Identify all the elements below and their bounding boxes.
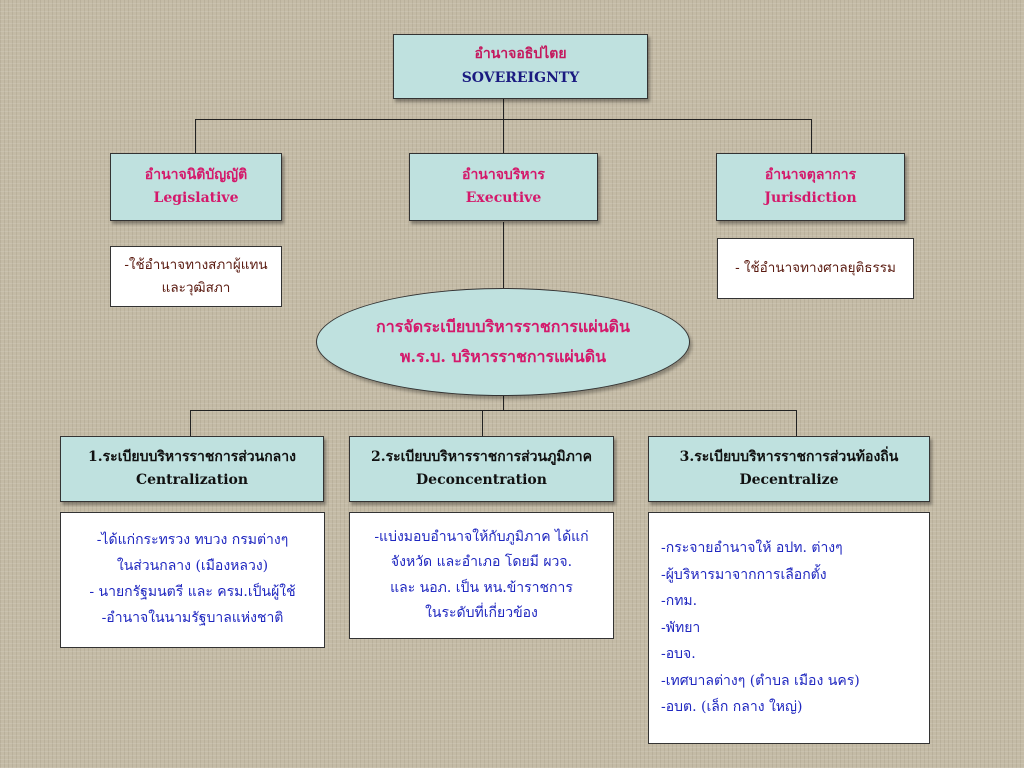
connector-ellipse-down — [503, 395, 504, 411]
connector-local-drop — [796, 410, 797, 437]
regional-thai: 2.ระเบียบบริหารราชการส่วนภูมิภาค — [370, 448, 593, 465]
local-details — [648, 512, 930, 744]
jurisdiction-thai: อำนาจตุลาการ — [764, 166, 857, 183]
jurisdiction-box — [716, 153, 905, 221]
connector-regional-drop — [482, 410, 483, 437]
executive-box — [409, 153, 598, 221]
regional-details — [349, 512, 614, 639]
connector-sovereignty-down — [503, 98, 504, 120]
sovereignty-box — [393, 34, 648, 99]
connector-executive-to-ellipse — [503, 222, 504, 289]
administration-line2: พ.ร.บ. บริหารราชการแผ่นดิน — [399, 347, 607, 366]
legislative-note — [110, 246, 282, 307]
local-english: Decentralize — [739, 472, 839, 488]
regional-english: Deconcentration — [416, 472, 547, 488]
connector-central-drop — [190, 410, 191, 437]
regional-box — [349, 436, 614, 502]
connector-jurisdiction-drop — [811, 119, 812, 154]
list-item: -อบต. (เล็ก กลาง ใหญ่) — [661, 699, 803, 716]
list-item: จังหวัด และอำเภอ โดยมี ผวจ. — [390, 554, 573, 571]
administration-ellipse — [316, 288, 690, 396]
legislative-note-line: -ใช้อำนาจทางสภาผู้แทน — [124, 257, 268, 274]
connector-executive-drop — [503, 119, 504, 154]
legislative-english: Legislative — [153, 190, 239, 206]
list-item: -อบจ. — [661, 646, 696, 663]
list-item: -ผู้บริหารมาจากการเลือกตั้ง — [661, 566, 827, 583]
list-item: -กระจายอำนาจให้ อปท. ต่างๆ — [661, 539, 843, 556]
jurisdiction-note — [717, 238, 914, 299]
central-details — [60, 512, 325, 648]
administration-line1: การจัดระเบียบบริหารราชการแผ่นดิน — [376, 316, 630, 336]
jurisdiction-note-line: - ใช้อำนาจทางศาลยุติธรรม — [735, 260, 896, 277]
list-item: -กทม. — [661, 593, 698, 610]
list-item: -เทศบาลต่างๆ (ตำบล เมือง นคร) — [661, 672, 860, 689]
jurisdiction-english: Jurisdiction — [764, 190, 857, 206]
legislative-thai: อำนาจนิติบัญญัติ — [144, 166, 248, 183]
local-thai: 3.ระเบียบบริหารราชการส่วนท้องถิ่น — [679, 448, 899, 465]
connector-legislative-drop — [195, 119, 196, 154]
central-thai: 1.ระเบียบบริหารราชการส่วนกลาง — [88, 448, 296, 465]
legislative-note-line: และวุฒิสภา — [161, 279, 231, 296]
list-item: -พัทยา — [661, 619, 701, 636]
list-item: -อำนาจในนามรัฐบาลแห่งชาติ — [101, 609, 284, 626]
executive-english: Executive — [465, 190, 542, 206]
sovereignty-thai: อำนาจอธิปไตย — [474, 46, 567, 63]
executive-thai: อำนาจบริหาร — [462, 166, 545, 183]
list-item: และ นอภ. เป็น หน.ข้าราชการ — [390, 579, 573, 596]
sovereignty-english: SOVEREIGNTY — [461, 69, 580, 86]
list-item: -แบ่งมอบอำนาจให้กับภูมิภาค ได้แก่ — [374, 529, 589, 546]
central-box — [60, 436, 324, 502]
local-box — [648, 436, 930, 502]
list-item: -ได้แก่กระทรวง ทบวง กรมต่างๆ — [96, 532, 289, 549]
list-item: ในส่วนกลาง (เมืองหลวง) — [116, 558, 269, 575]
central-english: Centralization — [135, 472, 249, 488]
legislative-box — [110, 153, 282, 221]
list-item: - นายกรัฐมนตรี และ ครม.เป็นผู้ใช้ — [89, 584, 296, 600]
connector-bottom-horizontal — [190, 410, 797, 411]
list-item: ในระดับที่เกี่ยวข้อง — [425, 604, 538, 621]
